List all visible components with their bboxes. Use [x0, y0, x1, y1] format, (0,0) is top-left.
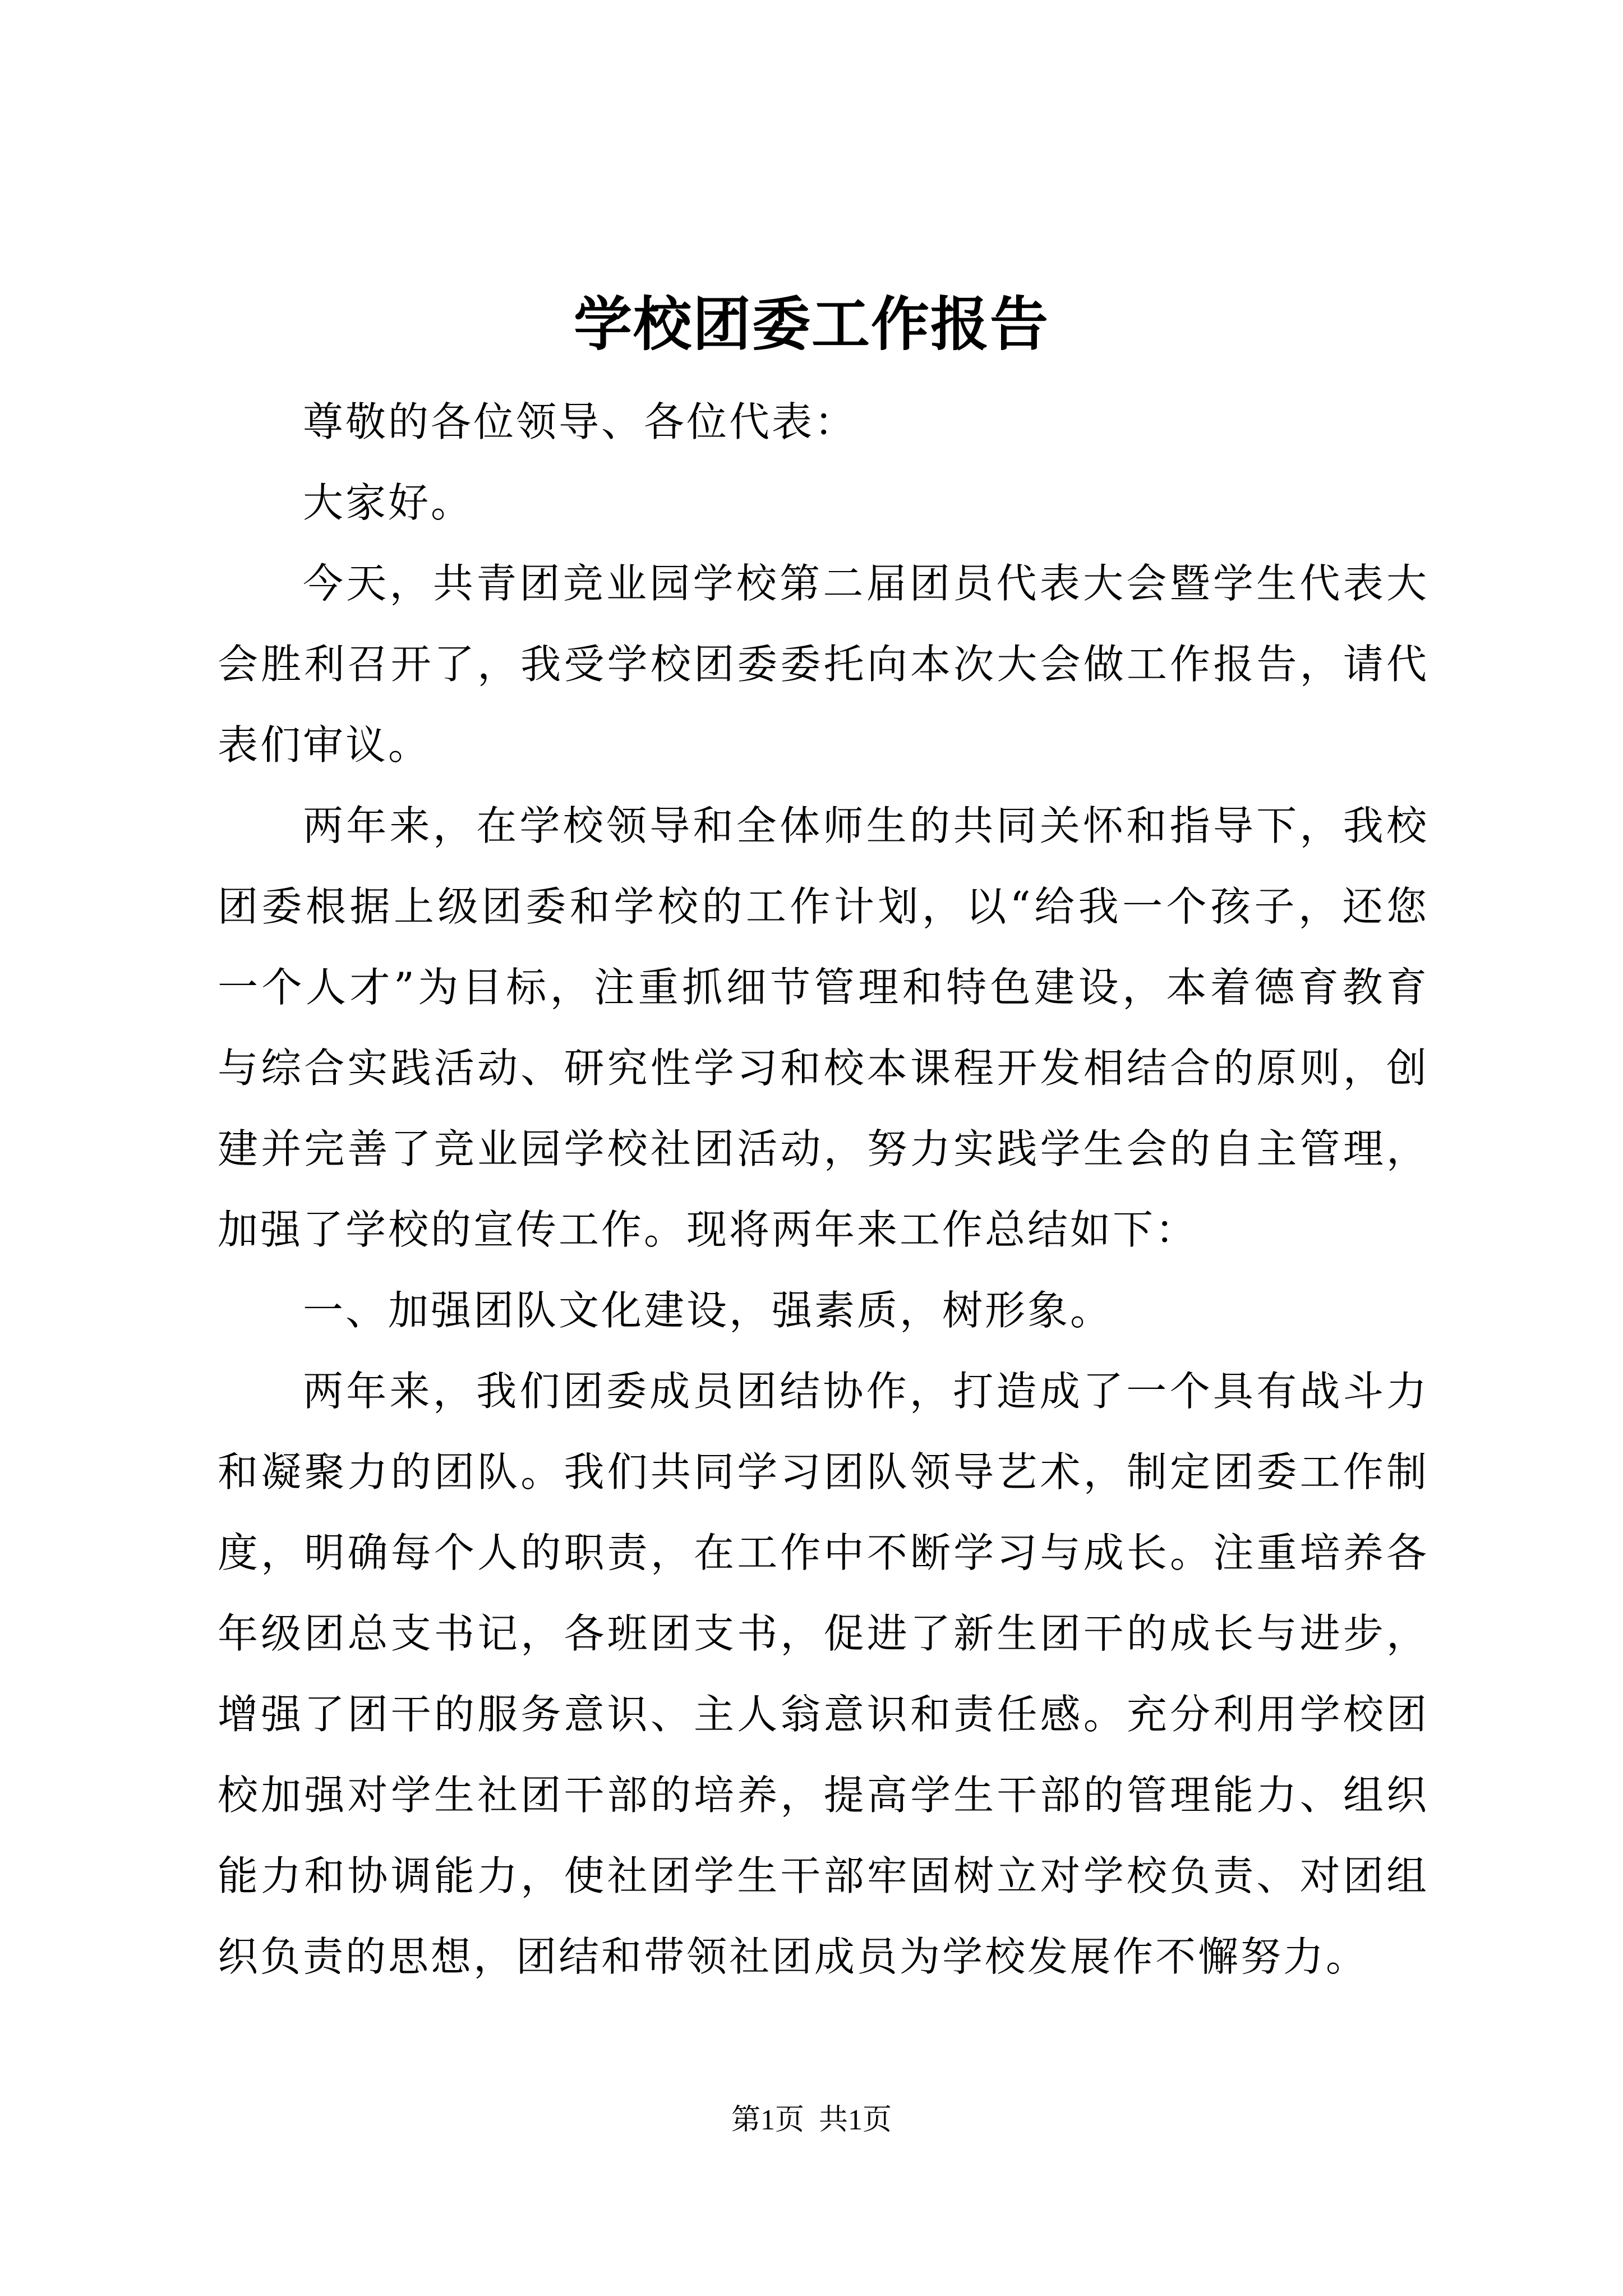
total-suffix: 页 [863, 2104, 892, 2136]
page-suffix: 页 [774, 2104, 804, 2136]
salutation-paragraph: 尊敬的各位领导、各位代表： [303, 398, 857, 445]
current-page-number: 1 [760, 2104, 775, 2136]
total-page-number: 1 [848, 2104, 863, 2136]
opening-paragraph: 今天，共青团竞业园学校第二届团员代表大会暨学生代表大会胜利召开了，我受学校团委委托向本次大会做工作报告，请代表们审议。 [218, 560, 1429, 769]
section-heading-paragraph: 一、加强团队文化建设，强素质，树形象。 [303, 1287, 1113, 1334]
greeting-paragraph: 大家好。 [303, 479, 474, 526]
overview-paragraph: 两年来，在学校领导和全体师生的共同关怀和指导下，我校团委根据上级团委和学校的工作计划，以“给我一个孩子，还您一个人才”为目标，注重抓细节管理和特色建设，本着德育教育与综合实践活动、研究性学习和校本课程开发相结合的原则，创建并完善了竞业园学校社团活动，努力实践学生会的自主管理，加强了学校的宣传工作。现将两年来工作总结如下： [218, 802, 1429, 1253]
section-body-paragraph: 两年来，我们团委成员团结协作，打造成了一个具有战斗力和凝聚力的团队。我们共同学习团队领导艺术，制定团委工作制度，明确每个人的职责，在工作中不断学习与成长。注重培养各年级团总支书记，各班团支书，促进了新生团干的成长与进步，增强了团干的服务意识、主人翁意识和责任感。充分利用学校团校加强对学生社团干部的培养，提高学生干部的管理能力、组织能力和协调能力，使社团学生干部牢固树立对学校负责、对团组织负责的思想，团结和带领社团成员为学校发展作不懈努力。 [218, 1368, 1429, 1980]
document-title: 学校团委工作报告 [573, 289, 1049, 358]
page-footer [0, 2101, 1623, 2140]
total-prefix: 共 [819, 2104, 849, 2136]
page-prefix: 第 [731, 2104, 760, 2136]
document-body [218, 381, 1429, 1997]
